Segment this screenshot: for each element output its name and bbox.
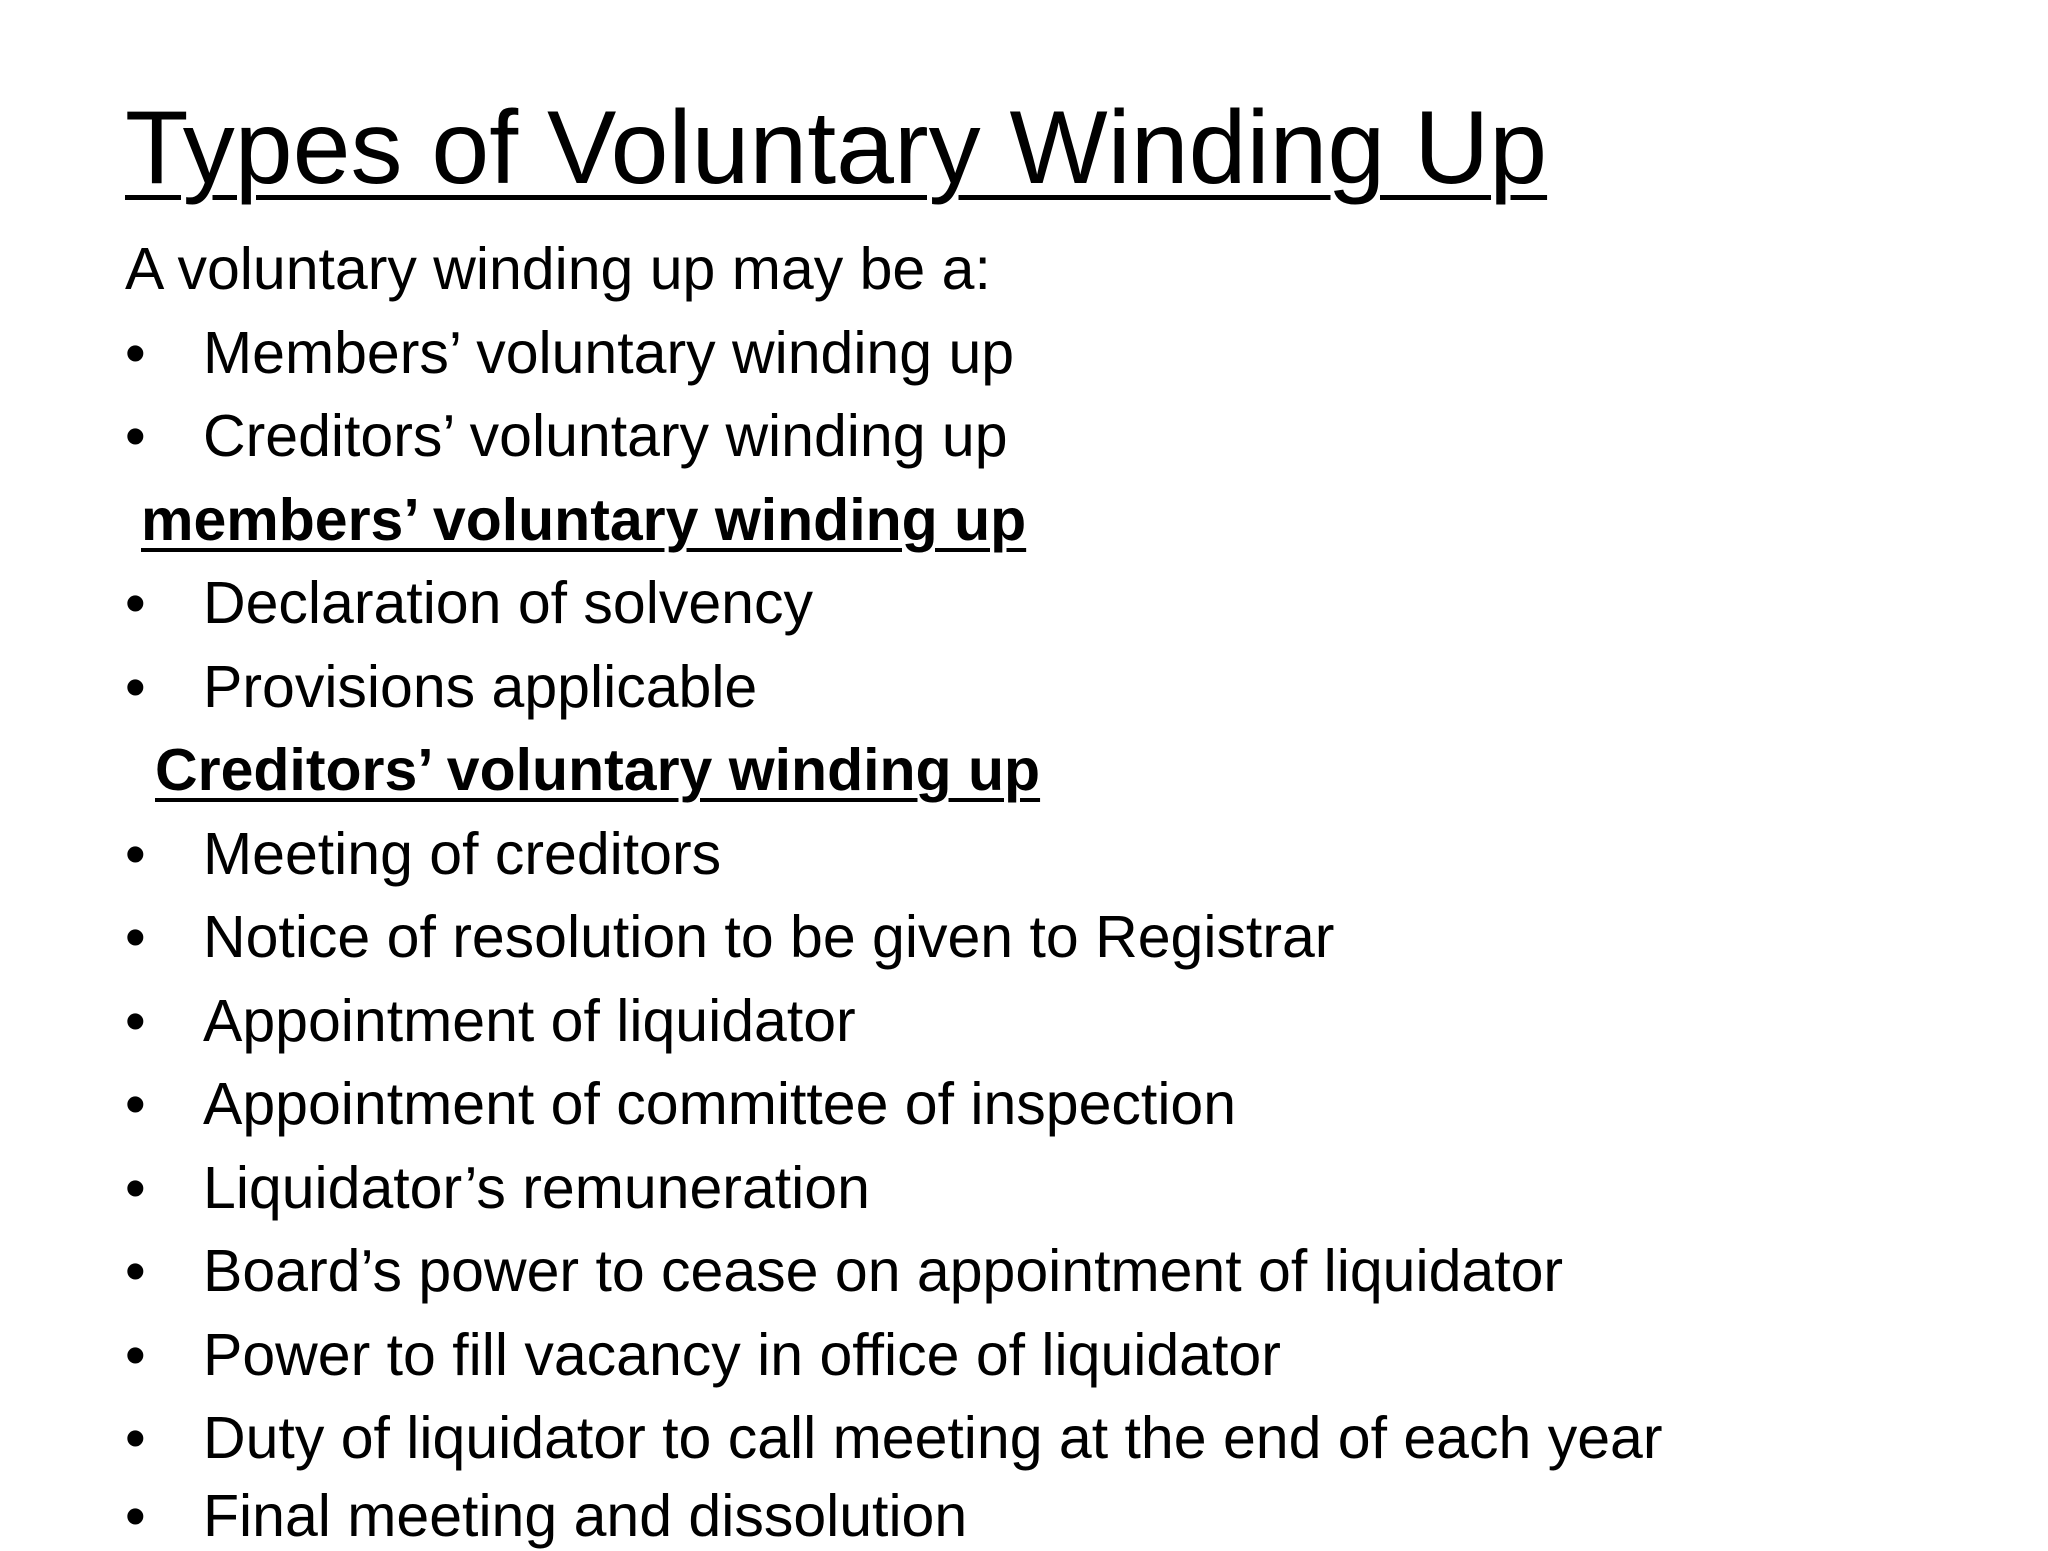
list-item-text: Creditors’ voluntary winding up [203,403,1008,469]
bullet-icon: • [125,1482,146,1549]
list-item [125,1230,1985,1314]
list-item-text: Provisions applicable [203,653,758,720]
list-item-type-members [125,312,1985,396]
bullet-icon: • [125,1321,146,1388]
list-item-text: Board’s power to cease on appointment of liquidator [203,1238,1564,1304]
bullet-icon: • [125,820,146,887]
members-section-heading-row [125,479,1985,563]
list-item [125,646,1985,730]
bullet-icon: • [125,570,146,636]
bullet-icon: • [125,653,146,720]
slide-title: Types of Voluntary Winding Up [125,90,1548,206]
members-section-heading: members’ voluntary winding up [141,486,1027,553]
list-item-text: Declaration of solvency [203,570,813,636]
slide-body [125,228,1985,1551]
bullet-icon: • [125,319,146,386]
bullet-icon: • [125,1154,146,1221]
list-item [125,562,1985,646]
list-item-text: Power to fill vacancy in office of liquidator [203,1321,1281,1388]
list-item [125,813,1985,897]
bullet-icon: • [125,1238,146,1304]
bullet-icon: • [125,904,146,970]
list-item-text: Members’ voluntary winding up [203,319,1015,386]
creditors-section-heading-row [125,729,1985,813]
bullet-icon: • [125,1071,146,1137]
list-item-type-creditors [125,395,1985,479]
intro-text: A voluntary winding up may be a: [125,236,991,302]
list-item [125,1147,1985,1231]
bullet-icon: • [125,987,146,1054]
list-item-text: Appointment of committee of inspection [203,1071,1237,1137]
list-item [125,1314,1985,1398]
list-item [125,896,1985,980]
list-item [125,1481,1985,1551]
list-item-text: Notice of resolution to be given to Registrar [203,904,1335,970]
list-item-text: Duty of liquidator to call meeting at the end of each year [203,1405,1663,1471]
creditors-section-heading: Creditors’ voluntary winding up [155,737,1041,803]
bullet-icon: • [125,1405,146,1471]
list-item [125,1397,1985,1481]
list-item-text: Liquidator’s remuneration [203,1154,870,1221]
list-item [125,1063,1985,1147]
list-item [125,980,1985,1064]
list-item-text: Final meeting and dissolution [203,1482,968,1549]
list-item-text: Meeting of creditors [203,820,722,887]
list-item-text: Appointment of liquidator [203,987,856,1054]
bullet-icon: • [125,403,146,469]
